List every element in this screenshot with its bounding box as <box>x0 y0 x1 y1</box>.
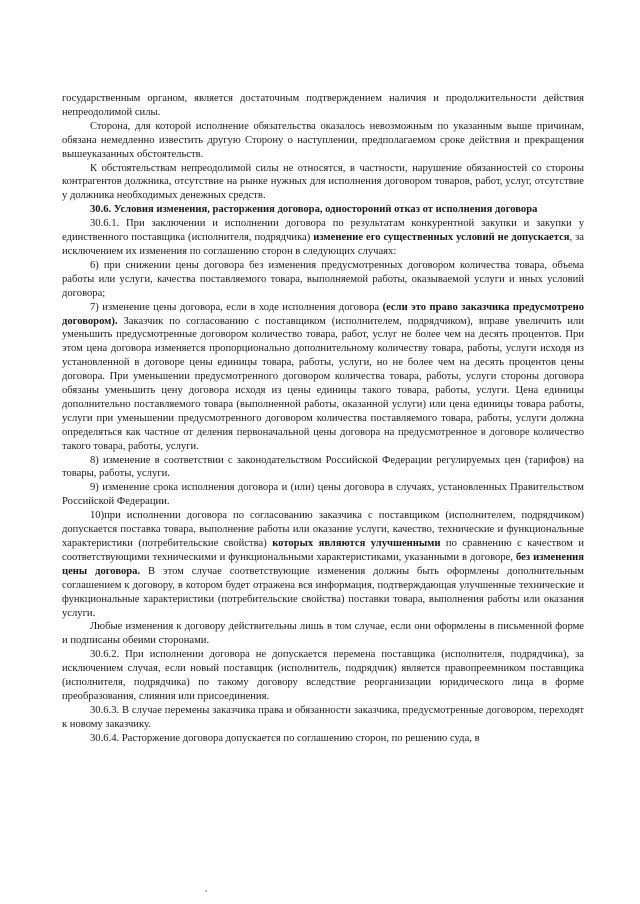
scan-speck <box>205 890 207 892</box>
body-paragraph <box>62 732 584 746</box>
body-paragraph <box>62 92 584 120</box>
text-run: Любые изменения к договору действительны лишь в том случае, если они оформлены в письменной форме и подписаны обеими сторонами. <box>62 621 584 647</box>
body-paragraph <box>62 217 584 259</box>
bold-text-run: изменение его существенных условий не допускается <box>313 232 570 244</box>
text-run: 30.6.2. При исполнении договора не допускается перемена поставщика (исполнителя, подрядчика), за исключением случая, если новый поставщик (исполнитель, подрядчик) является правопреемником поставщика (исполнителя, подрядчика) по такому договору вследствие реорганизации юридического лица в форме преобразования, слияния или присоединения. <box>62 649 584 702</box>
section-heading <box>62 203 584 217</box>
body-paragraph <box>62 162 584 204</box>
text-run: 30.6.4. Расторжение договора допускается по соглашению сторон, по решению суда, в <box>90 732 480 744</box>
text-run: Заказчик по согласованию с поставщиком (исполнителем, подрядчиком), вправе увеличить или уменьшить предусмотренные договором количество товара, работ, услуг не более чем на десять процентов. При этом цена договора изменяется пропорционально дополнительному количеству товара, работы, услуги исходя из установленной в договоре цены единицы товара, работы, услуги, но не более чем на десять процентов цены договора. При уменьшении предусмотренного договором количества товара, работы, услуги стороны договора обязаны уменьшить цену договора исходя из цены единицы такого товара, работы, услуги. Цена единицы дополнительно поставляемого товара (выполненной работы, оказанной услуги) или цена единицы товара работы, услуги при уменьшении предусмотренного договором количества поставляемого товара, работы, услуги должна определяться как частное от деления первоначальной цены договора на предусмотренное в договоре количество такого товара, работы, услуги. <box>62 315 584 452</box>
text-run: В этом случае соответствующие изменения должны быть оформлены дополнительным соглашением к договору, в котором будет отражена вся информация, подтверждающая улучшенные технические и функциональные характеристики (потребительские свойства) поставки товара, выполнения работы или оказания услуги. <box>62 565 584 619</box>
bold-text-run: без изменения цены договора. <box>62 551 585 577</box>
body-paragraph <box>62 620 584 648</box>
text-run: 30.6.3. В случае перемены заказчика права и обязанности заказчика, предусмотренные договором, переходят к новому заказчику. <box>62 704 584 730</box>
body-paragraph <box>62 259 584 301</box>
text-run: 10)при исполнении договора по согласованию заказчика с поставщиком (исполнителем, подрядчиком) допускается поставка товара, выполнение работы или оказание услуги, качество, технические и функциональные характеристики (потребительские свойства) <box>62 510 584 549</box>
text-run: 9) изменение срока исполнения договора и (или) цены договора в случаях, установленных Правительством Российской Федерации. <box>62 482 584 508</box>
text-run: 8) изменение в соответствии с законодательством Российской Федерации регулируемых цен (тарифов) на товары, работы, услуги. <box>62 454 584 480</box>
text-run: К обстоятельствам непреодолимой силы не относятся, в частности, нарушение обязанностей со стороны контрагентов должника, отсутствие на рынке нужных для исполнения договором товаров, работ, услуг, отсутствие у должника необходимых денежных средств. <box>62 162 584 202</box>
text-run: Сторона, для которой исполнение обязательства оказалось невозможным по указанным выше причинам, обязана немедленно известить другую Сторону о наступлении, предполагаемом сроке действия и прекращения вышеуказанных обстоятельств. <box>62 120 584 160</box>
body-paragraph <box>62 509 584 620</box>
text-run: 6) при снижении цены договора без изменения предусмотренных договором количества товара, объема работы или услуги, качества поставляемого товара, выполняемой работы, оказываемой услуги и иных условий договора; <box>62 259 584 299</box>
body-paragraph <box>62 648 584 704</box>
text-run: 7) изменение цены договора, если в ходе исполнения договора <box>90 301 383 313</box>
bold-text-run: (если это право заказчика предусмотрено договором). <box>62 301 584 327</box>
body-paragraph <box>62 454 584 482</box>
body-paragraph <box>62 481 584 509</box>
text-run: , за исключением их изменения по соглашению сторон в следующих случаях: <box>62 232 584 257</box>
text-run: 30.6.1. При заключении и исполнении договора по результатам конкурентной закупки и закупки у единственного поставщика (исполнителя, подрядчика) <box>62 218 584 244</box>
text-run: государственным органом, является достаточным подтверждением наличия и продолжительности действия непреодолимой силы. <box>62 93 584 118</box>
bold-text-run: 30.6. Условия изменения, расторжения договора, одностороний отказ от исполнения договора <box>90 204 538 216</box>
text-run: по сравнению с качеством и соответствующими техническими и функциональными характеристиками, указанными в договоре, <box>62 538 584 563</box>
bold-text-run: которых являются улучшенными <box>272 538 441 549</box>
body-paragraph <box>62 301 584 454</box>
body-paragraph <box>62 704 584 732</box>
body-paragraph <box>62 120 584 162</box>
